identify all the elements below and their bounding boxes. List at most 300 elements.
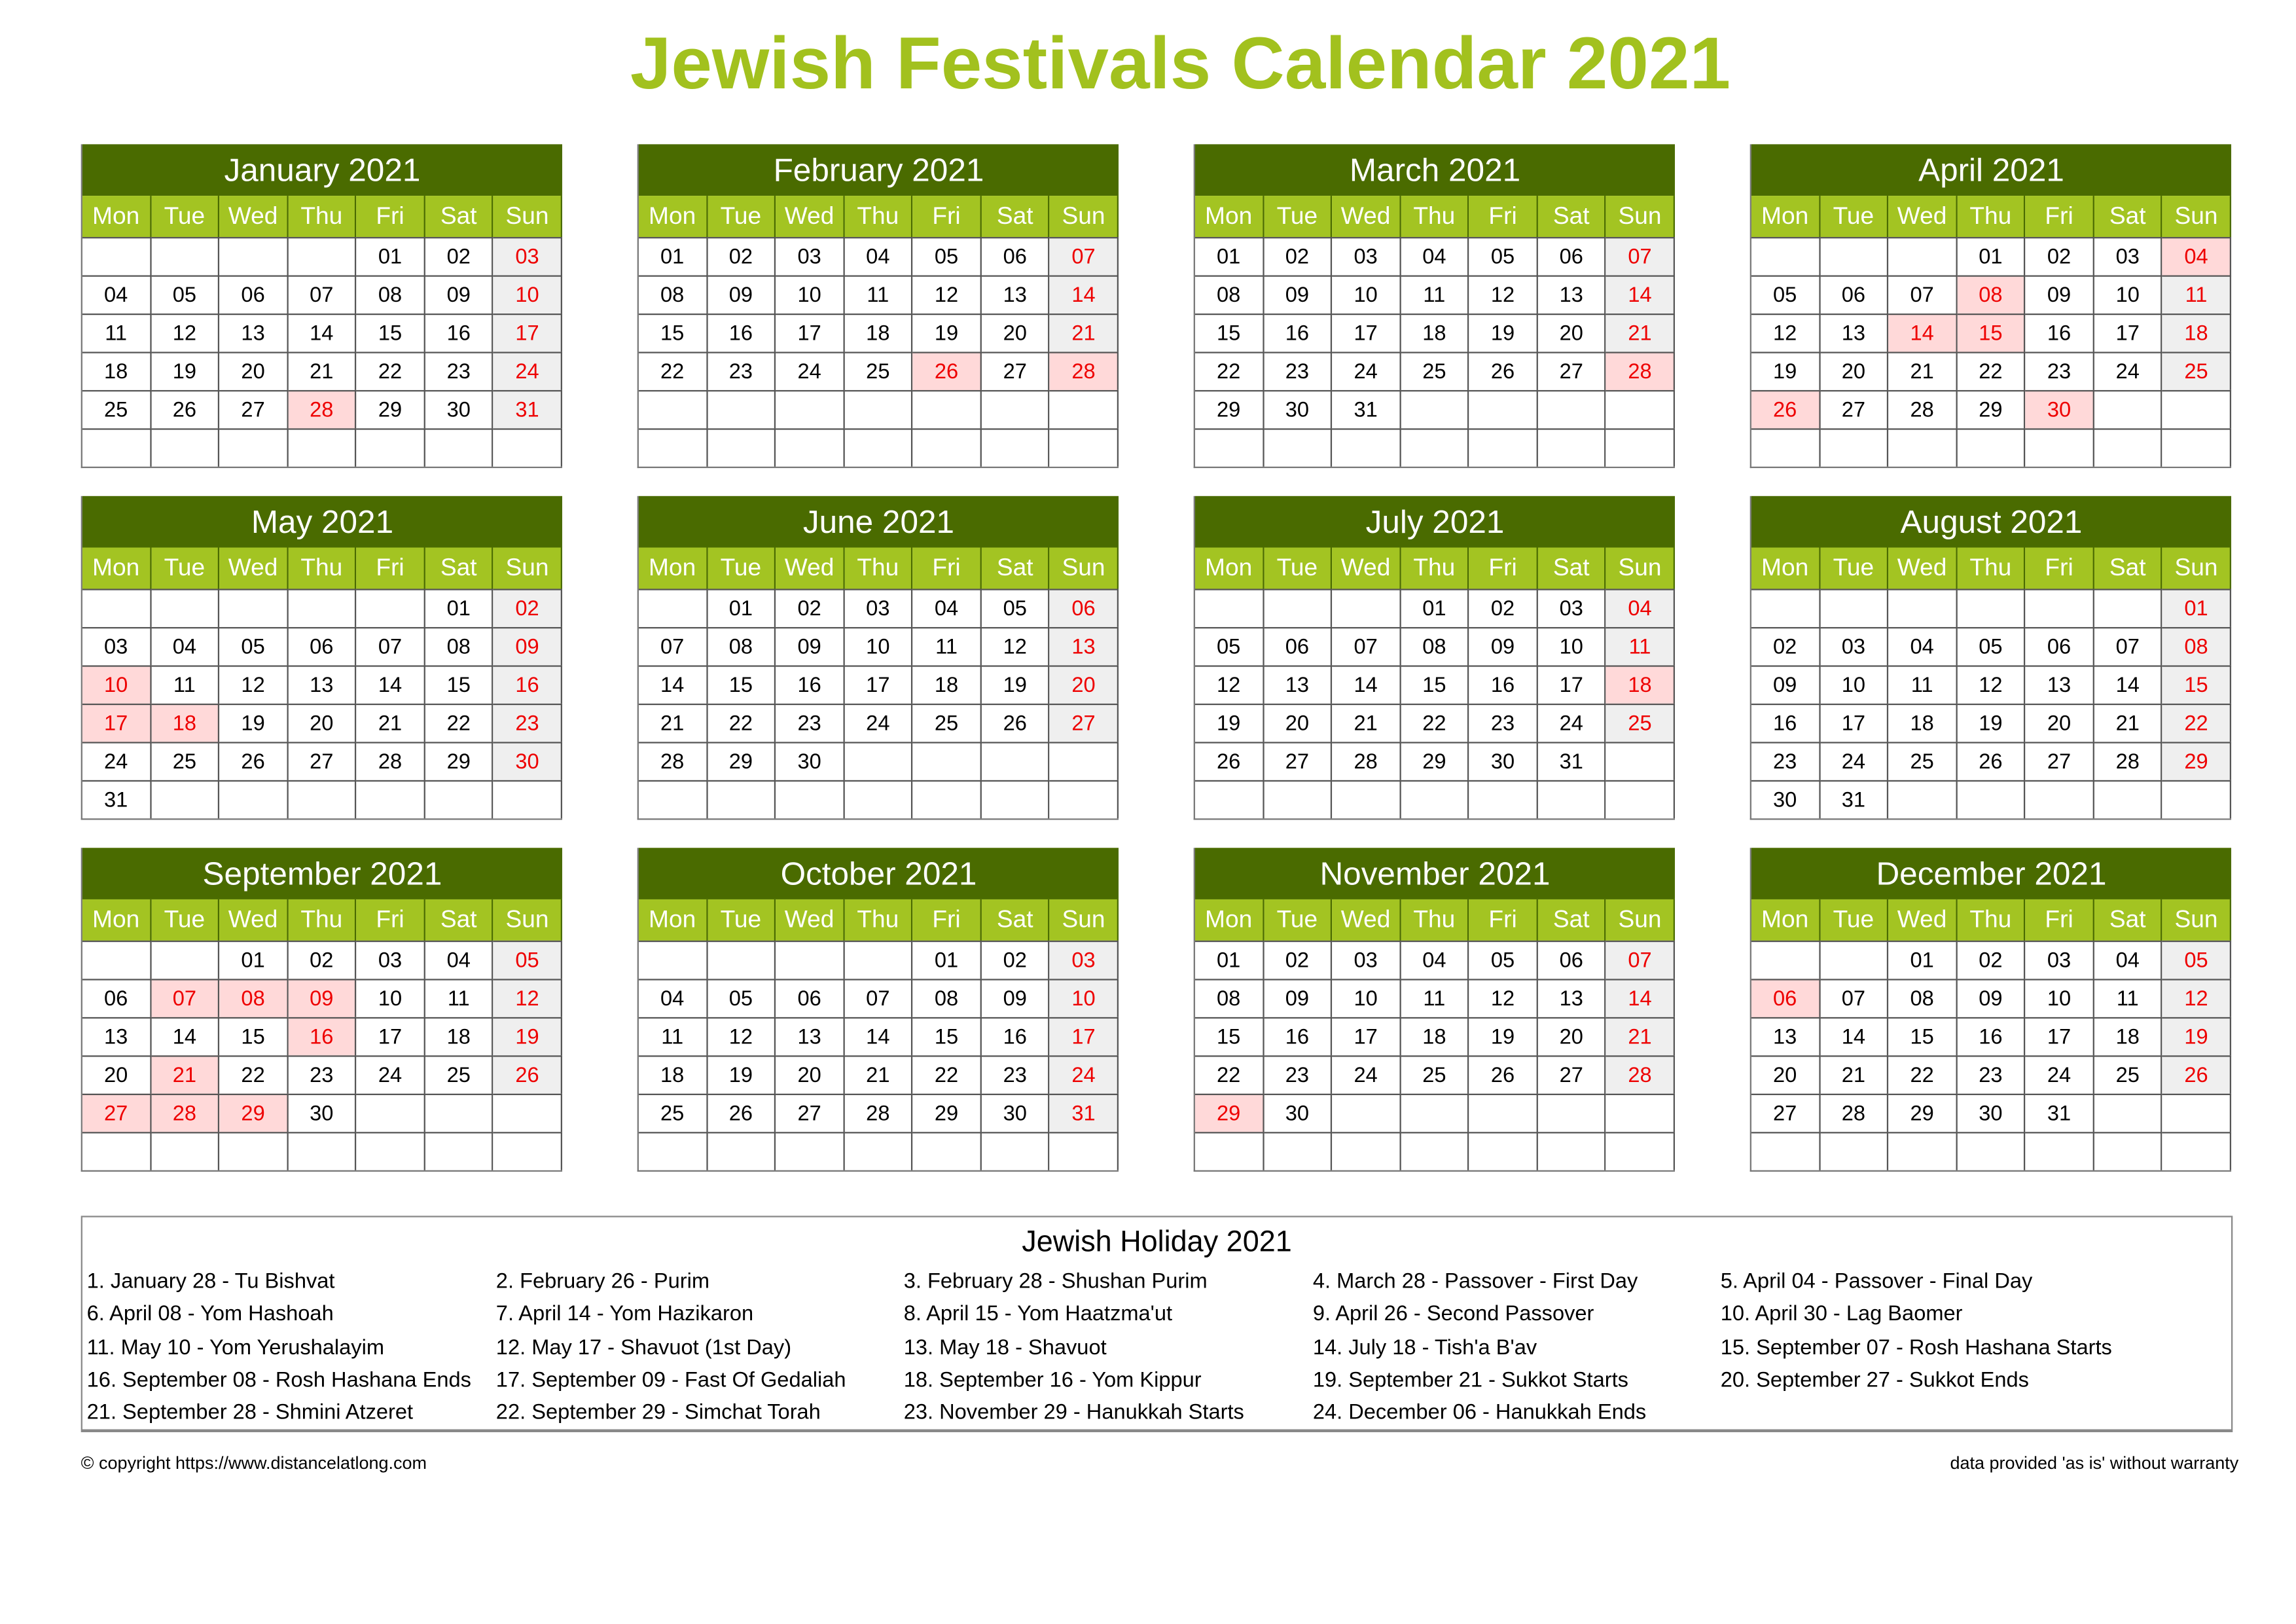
day-cell: 19 bbox=[1195, 704, 1264, 742]
weekday-header: Tue bbox=[1264, 548, 1333, 589]
holiday-item: 10. April 30 - Lag Baomer bbox=[1720, 1303, 1963, 1327]
weekday-header: Tue bbox=[1264, 196, 1333, 237]
day-cell: 06 bbox=[1050, 588, 1119, 626]
day-cell: 23 bbox=[288, 1055, 357, 1093]
month-title: September 2021 bbox=[82, 848, 562, 899]
month-title: June 2021 bbox=[639, 496, 1119, 548]
empty-cell bbox=[2026, 588, 2094, 626]
day-cell: 23 bbox=[493, 704, 562, 742]
empty-cell bbox=[1401, 780, 1469, 818]
weekday-header: Tue bbox=[1820, 548, 1889, 589]
copyright: © copyright https://www.distancelatlong.com bbox=[81, 1453, 427, 1473]
day-cell: 26 bbox=[2162, 1055, 2231, 1093]
weekday-header: Tue bbox=[708, 196, 776, 237]
empty-cell bbox=[2094, 1132, 2163, 1170]
day-cell: 15 bbox=[1195, 314, 1264, 352]
day-cell: 19 bbox=[1469, 314, 1538, 352]
weekday-header: Fri bbox=[357, 548, 425, 589]
day-cell: 03 bbox=[776, 237, 844, 275]
holiday-item: 20. September 27 - Sukkot Ends bbox=[1720, 1369, 2030, 1393]
day-cell: 05 bbox=[493, 941, 562, 979]
day-cell: 17 bbox=[2094, 314, 2163, 352]
day-cell: 31 bbox=[1820, 780, 1889, 818]
day-cell: 10 bbox=[844, 627, 913, 665]
empty-cell bbox=[2094, 588, 2163, 626]
day-cell: 13 bbox=[1820, 314, 1889, 352]
empty-cell bbox=[357, 1132, 425, 1170]
empty-cell bbox=[639, 390, 708, 428]
empty-cell bbox=[1332, 1132, 1401, 1170]
weekday-header: Tue bbox=[151, 899, 220, 941]
day-cell: 16 bbox=[1957, 1017, 2026, 1055]
day-cell: 19 bbox=[1957, 704, 2026, 742]
empty-cell bbox=[1751, 588, 1820, 626]
empty-cell bbox=[357, 588, 425, 626]
day-cell: 02 bbox=[493, 588, 562, 626]
empty-cell bbox=[982, 1132, 1050, 1170]
empty-cell bbox=[1888, 237, 1957, 275]
day-cell: 17 bbox=[1332, 314, 1401, 352]
day-cell: 10 bbox=[1538, 627, 1607, 665]
day-cell: 16 bbox=[708, 314, 776, 352]
day-cell: 26 bbox=[151, 390, 220, 428]
empty-cell bbox=[288, 1132, 357, 1170]
weekday-header: Sun bbox=[2162, 196, 2231, 237]
day-cell: 10 bbox=[1332, 276, 1401, 314]
empty-cell bbox=[1538, 1094, 1607, 1132]
day-cell: 21 bbox=[1888, 352, 1957, 389]
weekday-header: Thu bbox=[288, 548, 357, 589]
weekday-header: Sat bbox=[1538, 899, 1607, 941]
empty-cell bbox=[151, 428, 220, 466]
day-cell: 12 bbox=[1195, 665, 1264, 703]
day-cell: 01 bbox=[1401, 588, 1469, 626]
day-cell: 18 bbox=[1888, 704, 1957, 742]
empty-cell bbox=[288, 780, 357, 818]
day-cell: 07 bbox=[288, 276, 357, 314]
day-cell: 24 bbox=[1820, 742, 1889, 780]
day-cell: 12 bbox=[1957, 665, 2026, 703]
day-cell: 09 bbox=[708, 276, 776, 314]
day-cell: 25 bbox=[2094, 1055, 2163, 1093]
day-cell: 22 bbox=[357, 352, 425, 389]
day-cell: 06 bbox=[82, 979, 151, 1017]
weekday-header: Wed bbox=[776, 899, 844, 941]
empty-cell bbox=[639, 588, 708, 626]
day-cell: 22 bbox=[913, 1055, 982, 1093]
day-cell: 26 bbox=[1195, 742, 1264, 780]
weekday-header: Wed bbox=[219, 548, 288, 589]
empty-cell bbox=[425, 428, 494, 466]
weekday-header: Sun bbox=[493, 196, 562, 237]
empty-cell bbox=[913, 780, 982, 818]
holiday-item: 8. April 15 - Yom Haatzma'ut bbox=[903, 1303, 1173, 1327]
weekday-header: Sat bbox=[982, 548, 1050, 589]
empty-cell bbox=[1538, 390, 1607, 428]
day-cell: 06 bbox=[219, 276, 288, 314]
weekday-header: Wed bbox=[776, 548, 844, 589]
day-cell: 05 bbox=[219, 627, 288, 665]
day-cell: 05 bbox=[151, 276, 220, 314]
empty-cell bbox=[1469, 1132, 1538, 1170]
month-title: March 2021 bbox=[1195, 144, 1675, 196]
day-cell: 30 bbox=[493, 742, 562, 780]
empty-cell bbox=[844, 428, 913, 466]
empty-cell bbox=[2026, 1132, 2094, 1170]
empty-cell bbox=[1195, 588, 1264, 626]
holiday-day-cell: 28 bbox=[288, 390, 357, 428]
weekday-header: Wed bbox=[1888, 196, 1957, 237]
weekday-header: Wed bbox=[1888, 548, 1957, 589]
day-cell: 20 bbox=[1751, 1055, 1820, 1093]
day-cell: 21 bbox=[1606, 314, 1675, 352]
day-cell: 19 bbox=[982, 665, 1050, 703]
day-cell: 04 bbox=[1606, 588, 1675, 626]
empty-cell bbox=[708, 941, 776, 979]
day-cell: 09 bbox=[982, 979, 1050, 1017]
empty-cell bbox=[2094, 390, 2163, 428]
day-cell: 11 bbox=[82, 314, 151, 352]
day-cell: 15 bbox=[1401, 665, 1469, 703]
day-cell: 03 bbox=[493, 237, 562, 275]
day-cell: 21 bbox=[1820, 1055, 1889, 1093]
day-cell: 11 bbox=[2094, 979, 2163, 1017]
day-cell: 25 bbox=[639, 1094, 708, 1132]
weekday-header: Sat bbox=[2094, 548, 2163, 589]
weekday-header: Thu bbox=[1957, 899, 2026, 941]
empty-cell bbox=[151, 588, 220, 626]
empty-cell bbox=[1606, 1094, 1675, 1132]
day-cell: 19 bbox=[219, 704, 288, 742]
empty-cell bbox=[1751, 428, 1820, 466]
empty-cell bbox=[1606, 390, 1675, 428]
holiday-day-cell: 28 bbox=[1606, 352, 1675, 389]
day-cell: 18 bbox=[913, 665, 982, 703]
empty-cell bbox=[1538, 1132, 1607, 1170]
holiday-day-cell: 10 bbox=[82, 665, 151, 703]
holiday-day-cell: 06 bbox=[1751, 979, 1820, 1017]
day-cell: 08 bbox=[913, 979, 982, 1017]
day-cell: 06 bbox=[1264, 627, 1333, 665]
day-cell: 22 bbox=[425, 704, 494, 742]
day-cell: 07 bbox=[1888, 276, 1957, 314]
empty-cell bbox=[913, 1132, 982, 1170]
day-cell: 09 bbox=[1264, 979, 1333, 1017]
holiday-day-cell: 15 bbox=[1957, 314, 2026, 352]
day-cell: 20 bbox=[2026, 704, 2094, 742]
day-cell: 20 bbox=[1820, 352, 1889, 389]
day-cell: 26 bbox=[493, 1055, 562, 1093]
weekday-header: Fri bbox=[2026, 548, 2094, 589]
day-cell: 23 bbox=[982, 1055, 1050, 1093]
day-cell: 25 bbox=[82, 390, 151, 428]
day-cell: 06 bbox=[1538, 237, 1607, 275]
day-cell: 22 bbox=[1195, 1055, 1264, 1093]
weekday-header: Mon bbox=[1751, 899, 1820, 941]
day-cell: 14 bbox=[2094, 665, 2163, 703]
day-cell: 01 bbox=[708, 588, 776, 626]
weekday-header: Mon bbox=[639, 196, 708, 237]
weekday-header: Thu bbox=[844, 899, 913, 941]
holiday-item: 6. April 08 - Yom Hashoah bbox=[86, 1303, 334, 1327]
day-cell: 15 bbox=[913, 1017, 982, 1055]
day-cell: 08 bbox=[1195, 979, 1264, 1017]
holiday-item: 17. September 09 - Fast Of Gedaliah bbox=[495, 1369, 846, 1393]
weekday-header: Thu bbox=[1401, 899, 1469, 941]
day-cell: 01 bbox=[1195, 237, 1264, 275]
holiday-day-cell: 07 bbox=[151, 979, 220, 1017]
holiday-item: 5. April 04 - Passover - Final Day bbox=[1720, 1270, 2033, 1294]
weekday-header: Fri bbox=[913, 899, 982, 941]
day-cell: 04 bbox=[913, 588, 982, 626]
empty-cell bbox=[2162, 780, 2231, 818]
empty-cell bbox=[2026, 780, 2094, 818]
empty-cell bbox=[2162, 1094, 2231, 1132]
day-cell: 04 bbox=[1401, 941, 1469, 979]
day-cell: 13 bbox=[1538, 979, 1607, 1017]
weekday-header: Sat bbox=[425, 548, 494, 589]
day-cell: 23 bbox=[776, 704, 844, 742]
empty-cell bbox=[1469, 390, 1538, 428]
day-cell: 09 bbox=[493, 627, 562, 665]
weekday-header: Mon bbox=[1195, 899, 1264, 941]
day-cell: 07 bbox=[1820, 979, 1889, 1017]
empty-cell bbox=[1195, 1132, 1264, 1170]
day-cell: 05 bbox=[708, 979, 776, 1017]
day-cell: 08 bbox=[2162, 627, 2231, 665]
empty-cell bbox=[1401, 1132, 1469, 1170]
empty-cell bbox=[151, 237, 220, 275]
empty-cell bbox=[1751, 237, 1820, 275]
day-cell: 07 bbox=[844, 979, 913, 1017]
weekday-header: Sat bbox=[425, 899, 494, 941]
empty-cell bbox=[151, 941, 220, 979]
day-cell: 23 bbox=[1264, 1055, 1333, 1093]
page-title: Jewish Festivals Calendar 2021 bbox=[630, 22, 1731, 105]
empty-cell bbox=[776, 390, 844, 428]
empty-cell bbox=[2162, 428, 2231, 466]
day-cell: 02 bbox=[425, 237, 494, 275]
holiday-day-cell: 14 bbox=[1888, 314, 1957, 352]
day-cell: 11 bbox=[151, 665, 220, 703]
day-cell: 01 bbox=[219, 941, 288, 979]
weekday-header: Mon bbox=[1195, 548, 1264, 589]
day-cell: 25 bbox=[844, 352, 913, 389]
day-cell: 22 bbox=[1401, 704, 1469, 742]
day-cell: 17 bbox=[844, 665, 913, 703]
day-cell: 14 bbox=[844, 1017, 913, 1055]
day-cell: 30 bbox=[425, 390, 494, 428]
empty-cell bbox=[82, 428, 151, 466]
day-cell: 04 bbox=[844, 237, 913, 275]
day-cell: 04 bbox=[1888, 627, 1957, 665]
holiday-day-cell: 18 bbox=[1606, 665, 1675, 703]
month-calendar bbox=[1750, 848, 2231, 1172]
day-cell: 25 bbox=[1606, 704, 1675, 742]
weekday-header: Fri bbox=[913, 548, 982, 589]
day-cell: 14 bbox=[1606, 276, 1675, 314]
day-cell: 12 bbox=[151, 314, 220, 352]
day-cell: 15 bbox=[2162, 665, 2231, 703]
weekday-header: Sun bbox=[493, 548, 562, 589]
empty-cell bbox=[913, 742, 982, 780]
weekday-header: Sat bbox=[425, 196, 494, 237]
weekday-header: Wed bbox=[776, 196, 844, 237]
empty-cell bbox=[493, 780, 562, 818]
day-cell: 23 bbox=[708, 352, 776, 389]
holiday-day-cell: 28 bbox=[151, 1094, 220, 1132]
day-cell: 16 bbox=[982, 1017, 1050, 1055]
day-cell: 20 bbox=[288, 704, 357, 742]
day-cell: 05 bbox=[1751, 276, 1820, 314]
weekday-header: Fri bbox=[1469, 548, 1538, 589]
day-cell: 29 bbox=[1888, 1094, 1957, 1132]
empty-cell bbox=[1195, 428, 1264, 466]
empty-cell bbox=[844, 941, 913, 979]
empty-cell bbox=[1957, 588, 2026, 626]
day-cell: 18 bbox=[2094, 1017, 2163, 1055]
day-cell: 27 bbox=[1050, 704, 1119, 742]
empty-cell bbox=[1050, 780, 1119, 818]
empty-cell bbox=[357, 780, 425, 818]
day-cell: 28 bbox=[1606, 1055, 1675, 1093]
day-cell: 07 bbox=[1050, 237, 1119, 275]
day-cell: 15 bbox=[639, 314, 708, 352]
day-cell: 14 bbox=[639, 665, 708, 703]
day-cell: 26 bbox=[1469, 1055, 1538, 1093]
day-cell: 14 bbox=[288, 314, 357, 352]
weekday-header: Mon bbox=[1195, 196, 1264, 237]
empty-cell bbox=[708, 1132, 776, 1170]
empty-cell bbox=[82, 1132, 151, 1170]
empty-cell bbox=[913, 428, 982, 466]
empty-cell bbox=[708, 780, 776, 818]
day-cell: 06 bbox=[288, 627, 357, 665]
month-calendar bbox=[1750, 144, 2231, 468]
weekday-header: Mon bbox=[82, 548, 151, 589]
day-cell: 01 bbox=[913, 941, 982, 979]
day-cell: 20 bbox=[1050, 665, 1119, 703]
empty-cell bbox=[1469, 428, 1538, 466]
day-cell: 03 bbox=[1820, 627, 1889, 665]
day-cell: 13 bbox=[2026, 665, 2094, 703]
holiday-item: 12. May 17 - Shavuot (1st Day) bbox=[495, 1335, 792, 1360]
day-cell: 31 bbox=[1538, 742, 1607, 780]
empty-cell bbox=[1606, 1132, 1675, 1170]
day-cell: 23 bbox=[1469, 704, 1538, 742]
weekday-header: Tue bbox=[151, 548, 220, 589]
day-cell: 08 bbox=[1888, 979, 1957, 1017]
weekday-header: Wed bbox=[1332, 548, 1401, 589]
holiday-day-cell: 08 bbox=[1957, 276, 2026, 314]
weekday-header: Wed bbox=[1888, 899, 1957, 941]
day-cell: 07 bbox=[1606, 941, 1675, 979]
day-cell: 24 bbox=[844, 704, 913, 742]
empty-cell bbox=[82, 941, 151, 979]
day-cell: 29 bbox=[425, 742, 494, 780]
empty-cell bbox=[1469, 1094, 1538, 1132]
day-cell: 11 bbox=[425, 979, 494, 1017]
holiday-item: 15. September 07 - Rosh Hashana Starts bbox=[1720, 1335, 2112, 1360]
weekday-header: Sun bbox=[1050, 899, 1119, 941]
day-cell: 17 bbox=[1050, 1017, 1119, 1055]
empty-cell bbox=[639, 1132, 708, 1170]
holiday-list-title: Jewish Holiday 2021 bbox=[1022, 1226, 1292, 1259]
holiday-item: 4. March 28 - Passover - First Day bbox=[1312, 1270, 1638, 1294]
day-cell: 24 bbox=[1050, 1055, 1119, 1093]
day-cell: 10 bbox=[357, 979, 425, 1017]
empty-cell bbox=[425, 780, 494, 818]
weekday-header: Fri bbox=[1469, 196, 1538, 237]
day-cell: 02 bbox=[2026, 237, 2094, 275]
holiday-day-cell: 08 bbox=[219, 979, 288, 1017]
empty-cell bbox=[982, 780, 1050, 818]
weekday-header: Thu bbox=[288, 899, 357, 941]
day-cell: 27 bbox=[982, 352, 1050, 389]
empty-cell bbox=[2162, 390, 2231, 428]
day-cell: 27 bbox=[1820, 390, 1889, 428]
weekday-header: Tue bbox=[708, 899, 776, 941]
day-cell: 24 bbox=[1538, 704, 1607, 742]
day-cell: 24 bbox=[776, 352, 844, 389]
empty-cell bbox=[219, 237, 288, 275]
day-cell: 17 bbox=[1538, 665, 1607, 703]
day-cell: 30 bbox=[1751, 780, 1820, 818]
day-cell: 26 bbox=[1469, 352, 1538, 389]
day-cell: 28 bbox=[1820, 1094, 1889, 1132]
day-cell: 25 bbox=[151, 742, 220, 780]
day-cell: 13 bbox=[82, 1017, 151, 1055]
day-cell: 21 bbox=[2094, 704, 2163, 742]
day-cell: 12 bbox=[1751, 314, 1820, 352]
empty-cell bbox=[776, 780, 844, 818]
day-cell: 23 bbox=[1957, 1055, 2026, 1093]
day-cell: 03 bbox=[1538, 588, 1607, 626]
day-cell: 29 bbox=[2162, 742, 2231, 780]
empty-cell bbox=[982, 428, 1050, 466]
weekday-header: Sat bbox=[2094, 899, 2163, 941]
day-cell: 03 bbox=[1332, 941, 1401, 979]
weekday-header: Thu bbox=[844, 548, 913, 589]
day-cell: 29 bbox=[357, 390, 425, 428]
weekday-header: Sat bbox=[982, 196, 1050, 237]
day-cell: 17 bbox=[2026, 1017, 2094, 1055]
day-cell: 03 bbox=[1332, 237, 1401, 275]
day-cell: 07 bbox=[1332, 627, 1401, 665]
day-cell: 19 bbox=[913, 314, 982, 352]
empty-cell bbox=[1332, 780, 1401, 818]
month-title: August 2021 bbox=[1751, 496, 2231, 548]
empty-cell bbox=[1050, 1132, 1119, 1170]
day-cell: 15 bbox=[357, 314, 425, 352]
weekday-header: Fri bbox=[357, 899, 425, 941]
weekday-header: Sun bbox=[1606, 548, 1675, 589]
holiday-item: 18. September 16 - Yom Kippur bbox=[903, 1369, 1202, 1393]
day-cell: 20 bbox=[1538, 1017, 1607, 1055]
weekday-header: Sun bbox=[1050, 548, 1119, 589]
holiday-day-cell: 26 bbox=[913, 352, 982, 389]
day-cell: 04 bbox=[2094, 941, 2163, 979]
day-cell: 27 bbox=[1751, 1094, 1820, 1132]
day-cell: 15 bbox=[708, 665, 776, 703]
day-cell: 20 bbox=[219, 352, 288, 389]
day-cell: 12 bbox=[1469, 276, 1538, 314]
weekday-header: Mon bbox=[82, 899, 151, 941]
day-cell: 18 bbox=[1401, 1017, 1469, 1055]
day-cell: 22 bbox=[219, 1055, 288, 1093]
empty-cell bbox=[708, 428, 776, 466]
holiday-item: 1. January 28 - Tu Bishvat bbox=[86, 1270, 335, 1294]
